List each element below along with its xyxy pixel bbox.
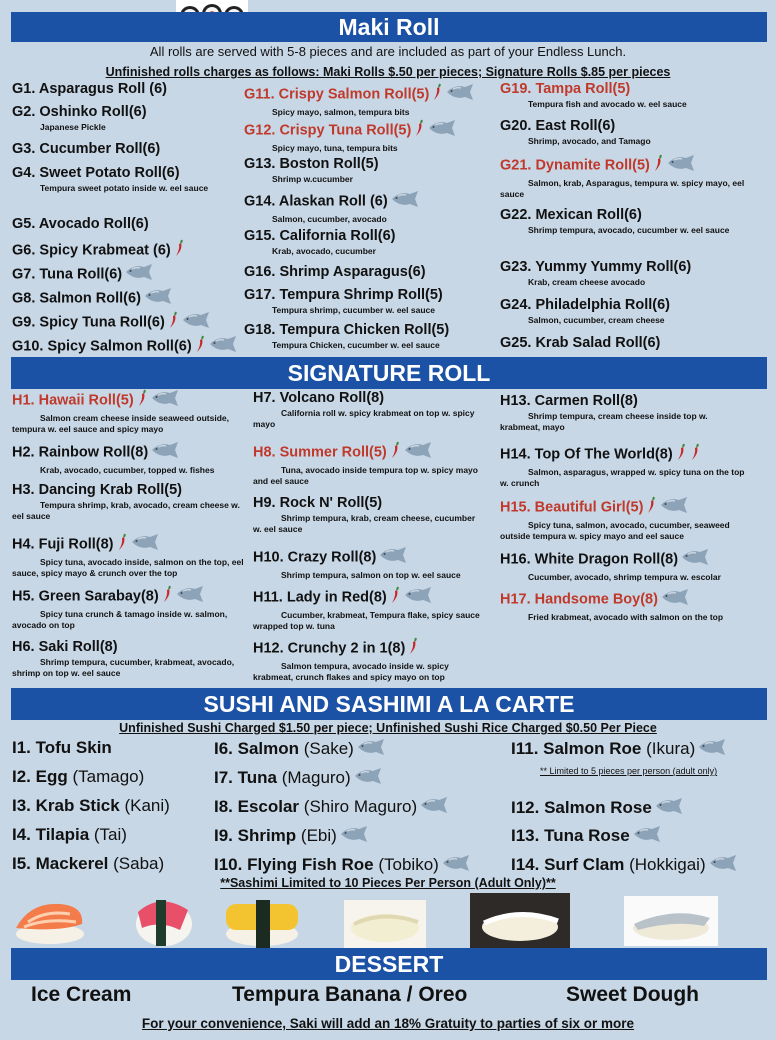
sushi-item-name: I4. Tilapia bbox=[12, 825, 90, 844]
menu-item bbox=[500, 392, 750, 433]
menu-item-name: G2. Oshinko Roll(6) bbox=[12, 104, 147, 120]
dessert-item-sweet-dough: Sweet Dough bbox=[566, 983, 700, 1006]
menu-item-name: G20. East Roll(6) bbox=[500, 118, 616, 134]
menu-item-name: G5. Avocado Roll(6) bbox=[12, 216, 149, 232]
fish-icon bbox=[130, 533, 160, 556]
menu-item-name: G25. Krab Salad Roll(6) bbox=[500, 335, 661, 351]
menu-item bbox=[500, 206, 748, 236]
fish-icon bbox=[632, 825, 662, 848]
menu-item-description: Spicy tuna, avocado inside, salmon on the top, eel sauce, spicy mayo & crunch over the top bbox=[12, 557, 244, 578]
sushi-item bbox=[214, 767, 383, 790]
sushi-item-japanese-name: (Tamago) bbox=[67, 767, 145, 786]
chili-pepper-icon bbox=[407, 637, 419, 660]
menu-item-name: G21. Dynamite Roll(5) bbox=[500, 157, 650, 174]
sushi-item-name: I11. Salmon Roe bbox=[511, 738, 642, 758]
menu-item bbox=[253, 494, 483, 535]
chili-pepper-icon bbox=[689, 443, 701, 466]
menu-item bbox=[12, 239, 242, 262]
menu-item-name: G1. Asparagus Roll (6) bbox=[12, 81, 167, 97]
menu-item-description: Spicy mayo, salmon, tempura bits bbox=[272, 107, 410, 117]
sushi-item-name: I14. Surf Clam bbox=[511, 854, 625, 874]
dessert-item-ice-cream: Ice Cream bbox=[31, 983, 132, 1006]
menu-item-description: Tempura shrimp, cucumber w. eel sauce bbox=[272, 305, 435, 315]
menu-item bbox=[500, 588, 750, 623]
sushi-item bbox=[214, 854, 471, 877]
menu-item bbox=[253, 586, 483, 632]
menu-item bbox=[500, 496, 750, 542]
menu-item-description: Tempura shrimp, krab, avocado, cream cheese w. eel sauce bbox=[12, 500, 240, 521]
menu-item-name: H9. Rock N' Roll(5) bbox=[253, 495, 383, 511]
sushi-item-japanese-name: (Kani) bbox=[119, 796, 170, 815]
menu-item bbox=[12, 103, 242, 133]
sushi-item-name: I1. Tofu Skin bbox=[12, 738, 112, 757]
menu-item-description: Cucumber, krabmeat, Tempura flake, spicy sauce wrapped top w. tuna bbox=[253, 610, 480, 631]
sushi-item bbox=[12, 825, 127, 845]
menu-item bbox=[500, 296, 748, 326]
menu-item bbox=[500, 548, 750, 583]
sushi-item-japanese-name: (Tobiko) bbox=[373, 854, 439, 874]
fish-icon bbox=[427, 119, 457, 142]
menu-item bbox=[12, 638, 244, 679]
menu-item-description: Shrimp tempura, avocado, cucumber w. eel sauce bbox=[528, 225, 730, 235]
fish-icon bbox=[666, 154, 696, 177]
menu-item-description: Fried krabmeat, avocado with salmon on the top bbox=[528, 612, 724, 622]
fish-icon bbox=[353, 767, 383, 790]
menu-item-description: Shrimp tempura, salmon on top w. eel sauce bbox=[281, 570, 461, 580]
menu-item-description: Shrimp tempura, cucumber, krabmeat, avocado, shrimp on top w. eel sauce bbox=[12, 657, 235, 678]
sushi-item-japanese-name: (Tai) bbox=[89, 825, 127, 844]
menu-item bbox=[12, 533, 244, 579]
maki-roll-title: Maki Roll bbox=[338, 14, 440, 40]
menu-item bbox=[253, 389, 483, 430]
fish-icon bbox=[654, 797, 684, 820]
menu-item-description: Shrimp, avocado, and Tamago bbox=[528, 136, 651, 146]
sushi-item-name: I12. Salmon Rose bbox=[511, 797, 652, 817]
sushi-item bbox=[511, 825, 662, 848]
fish-icon bbox=[356, 738, 386, 761]
menu-item-name: H7. Volcano Roll(8) bbox=[253, 390, 385, 406]
menu-item-description: Krab, avocado, cucumber, topped w. fishes bbox=[40, 465, 215, 475]
fish-icon bbox=[419, 796, 449, 819]
menu-item-name: G17. Tempura Shrimp Roll(5) bbox=[244, 287, 443, 303]
fish-icon bbox=[445, 83, 475, 106]
menu-item bbox=[253, 637, 483, 683]
sushi-item bbox=[511, 854, 738, 877]
menu-item-name: G11. Crispy Salmon Roll(5) bbox=[244, 86, 430, 103]
salmon-nigiri-image bbox=[10, 896, 88, 948]
menu-item bbox=[12, 287, 242, 310]
chili-pepper-icon bbox=[389, 586, 401, 609]
chili-pepper-icon bbox=[652, 154, 664, 177]
sushi-item bbox=[12, 738, 112, 758]
sushi-item-name: I13. Tuna Rose bbox=[511, 825, 630, 845]
menu-item-name: H4. Fuji Roll(8) bbox=[12, 536, 114, 553]
menu-item bbox=[244, 227, 494, 257]
menu-item bbox=[12, 311, 242, 334]
menu-item-name: G8. Salmon Roll(6) bbox=[12, 290, 141, 307]
menu-item-description: Salmon, cucumber, avocado bbox=[272, 214, 387, 224]
fish-icon bbox=[124, 263, 154, 286]
menu-item-name: G15. California Roll(6) bbox=[244, 228, 396, 244]
menu-item-description: Krab, avocado, cucumber bbox=[272, 246, 376, 256]
chili-pepper-icon bbox=[194, 335, 206, 358]
menu-item-name: G18. Tempura Chicken Roll(5) bbox=[244, 322, 450, 338]
menu-item bbox=[244, 83, 494, 118]
fish-icon bbox=[175, 585, 205, 608]
menu-item bbox=[500, 117, 748, 147]
menu-item-name: G12. Crispy Tuna Roll(5) bbox=[244, 122, 412, 139]
menu-item bbox=[253, 441, 483, 487]
chili-pepper-icon bbox=[645, 496, 657, 519]
chili-pepper-icon bbox=[173, 239, 185, 262]
menu-item-name: H15. Beautiful Girl(5) bbox=[500, 499, 644, 516]
menu-item bbox=[12, 441, 244, 476]
menu-item-name: G14. Alaskan Roll (6) bbox=[244, 193, 388, 210]
menu-item-description: Spicy mayo, tuna, tempura bits bbox=[272, 143, 398, 153]
menu-item bbox=[12, 335, 242, 358]
maki-roll-banner bbox=[11, 12, 767, 42]
menu-item-description: Shrimp w.cucumber bbox=[272, 174, 353, 184]
menu-item-name: H11. Lady in Red(8) bbox=[253, 589, 387, 606]
menu-item bbox=[244, 286, 494, 316]
menu-item bbox=[12, 585, 244, 631]
menu-item bbox=[500, 443, 750, 489]
sushi-item-name: I10. Flying Fish Roe bbox=[214, 854, 374, 874]
menu-item-name: H12. Crunchy 2 in 1(8) bbox=[253, 640, 406, 657]
menu-item bbox=[244, 321, 494, 351]
menu-item-name: H17. Handsome Boy(8) bbox=[500, 591, 658, 608]
menu-item-name: G23. Yummy Yummy Roll(6) bbox=[500, 259, 692, 275]
menu-item-description: Krab, cream cheese avocado bbox=[528, 277, 646, 287]
sushi-item bbox=[12, 767, 144, 787]
menu-item bbox=[12, 215, 242, 233]
menu-item-description: Salmon, krab, Asparagus, tempura w. spicy mayo, eel sauce bbox=[500, 178, 745, 199]
menu-item-description: Salmon, cucumber, cream cheese bbox=[528, 315, 665, 325]
ikura-note: ** Limited to 5 pieces per person (adult only) bbox=[540, 766, 718, 776]
mackerel-sushi-photo bbox=[624, 896, 718, 946]
menu-item-name: G9. Spicy Tuna Roll(6) bbox=[12, 314, 165, 331]
sushi-item bbox=[12, 854, 164, 874]
menu-item-description: Tempura fish and avocado w. eel sauce bbox=[528, 99, 687, 109]
sushi-item-name: I6. Salmon bbox=[214, 738, 300, 758]
menu-item-name: G19. Tampa Roll(5) bbox=[500, 81, 631, 97]
menu-item-name: G7. Tuna Roll(6) bbox=[12, 266, 123, 283]
sushi-item-japanese-name: (Shiro Maguro) bbox=[299, 796, 418, 816]
sushi-item bbox=[511, 797, 684, 820]
menu-item bbox=[500, 334, 748, 352]
tuna-nigiri-image bbox=[130, 890, 196, 950]
sushi-item-name: I8. Escolar bbox=[214, 796, 300, 816]
sushi-item bbox=[12, 796, 170, 816]
fish-icon bbox=[659, 496, 689, 519]
menu-item-name: H13. Carmen Roll(8) bbox=[500, 393, 638, 409]
menu-item bbox=[500, 154, 748, 200]
menu-item bbox=[500, 80, 748, 110]
sashimi-note: **Sashimi Limited to 10 Pieces Per Person (Adult Only)** bbox=[220, 876, 556, 890]
chili-pepper-icon bbox=[161, 585, 173, 608]
maki-charges: Unfinished rolls charges as follows: Maki Rolls $.50 per pieces; Signature Rolls $.85 per pieces bbox=[105, 65, 671, 79]
menu-item bbox=[244, 155, 494, 185]
sushi-item bbox=[214, 796, 449, 819]
sushi-banner bbox=[11, 688, 767, 720]
sushi-item-japanese-name: (Hokkigai) bbox=[624, 854, 706, 874]
sushi-item-name: I2. Egg bbox=[12, 767, 68, 786]
menu-item-description: Spicy tuna crunch & tamago inside w. salmon, avocado on top bbox=[12, 609, 228, 630]
dessert-item-tempura-banana: Tempura Banana / Oreo bbox=[232, 983, 468, 1006]
menu-item bbox=[253, 546, 483, 581]
fish-icon bbox=[680, 548, 710, 571]
chili-pepper-icon bbox=[675, 443, 687, 466]
chili-pepper-icon bbox=[431, 83, 443, 106]
fish-icon bbox=[697, 738, 727, 761]
sushi-item bbox=[214, 738, 386, 761]
fish-icon bbox=[181, 311, 211, 334]
menu-item bbox=[12, 263, 242, 286]
sushi-charges: Unfinished Sushi Charged $1.50 per piece; Unfinished Sushi Rice Charged $0.50 Per Piece bbox=[119, 721, 657, 735]
menu-item-name: H16. White Dragon Roll(8) bbox=[500, 551, 679, 568]
menu-item-name: G6. Spicy Krabmeat (6) bbox=[12, 242, 171, 259]
menu-item bbox=[500, 258, 748, 288]
menu-item-description: Salmon cream cheese inside seaweed outside, tempura w. eel sauce and spicy mayo bbox=[12, 413, 229, 434]
menu-item-name: H8. Summer Roll(5) bbox=[253, 444, 387, 461]
menu-item-description: Salmon, asparagus, wrapped w. spicy tuna on the top w. crunch bbox=[500, 467, 745, 488]
fish-icon bbox=[150, 389, 180, 412]
fish-icon bbox=[143, 287, 173, 310]
menu-item-name: G16. Shrimp Asparagus(6) bbox=[244, 264, 426, 280]
menu-item bbox=[244, 263, 494, 281]
fish-icon bbox=[339, 825, 369, 848]
gratuity-footer: For your convenience, Saki will add an 18% Gratuity to parties of six or more bbox=[141, 1016, 635, 1031]
surf-clam-sushi-photo bbox=[470, 893, 570, 949]
fish-icon bbox=[403, 441, 433, 464]
chili-pepper-icon bbox=[389, 441, 401, 464]
sushi-title: SUSHI AND SASHIMI A LA CARTE bbox=[203, 691, 575, 717]
menu-item bbox=[12, 80, 242, 98]
menu-item-name: H6. Saki Roll(8) bbox=[12, 639, 118, 655]
menu-item-name: H10. Crazy Roll(8) bbox=[253, 549, 377, 566]
sushi-item-name: I5. Mackerel bbox=[12, 854, 109, 873]
fish-icon bbox=[708, 854, 738, 877]
menu-item-description: Shrimp tempura, krab, cream cheese, cucumber w. eel sauce bbox=[253, 513, 476, 534]
fish-icon bbox=[208, 335, 238, 358]
menu-item-description: Spicy tuna, salmon, avocado, cucumber, seaweed outside tempura w. spicy mayo and eel sauce bbox=[500, 520, 730, 541]
menu-item-name: G24. Philadelphia Roll(6) bbox=[500, 297, 671, 313]
fish-icon bbox=[441, 854, 471, 877]
menu-item-name: H5. Green Sarabay(8) bbox=[12, 588, 159, 605]
menu-item bbox=[12, 481, 244, 522]
sushi-item-japanese-name: (Ikura) bbox=[641, 738, 696, 758]
sushi-item-japanese-name: (Maguro) bbox=[276, 767, 351, 787]
maki-subtitle: All rolls are served with 5-8 pieces and are included as part of your Endless Lunch. bbox=[149, 44, 627, 59]
fish-icon bbox=[390, 190, 420, 213]
menu-item-name: H1. Hawaii Roll(5) bbox=[12, 392, 134, 409]
sushi-item bbox=[511, 738, 727, 761]
menu-item-description: California roll w. spicy krabmeat on top w. spicy mayo bbox=[253, 408, 475, 429]
menu-item bbox=[244, 190, 494, 225]
fish-icon bbox=[403, 586, 433, 609]
signature-roll-banner bbox=[11, 357, 767, 389]
menu-item-name: H2. Rainbow Roll(8) bbox=[12, 444, 149, 461]
sushi-item-name: I7. Tuna bbox=[214, 767, 277, 787]
fish-icon bbox=[378, 546, 408, 569]
egg-nigiri-image bbox=[220, 894, 304, 950]
sushi-item-name: I9. Shrimp bbox=[214, 825, 297, 845]
chili-pepper-icon bbox=[167, 311, 179, 334]
fish-icon bbox=[150, 441, 180, 464]
escolar-sushi-photo bbox=[344, 900, 426, 950]
sushi-item-japanese-name: (Ebi) bbox=[296, 825, 337, 845]
menu-item-name: H14. Top Of The World(8) bbox=[500, 446, 673, 463]
menu-item bbox=[12, 140, 242, 158]
dessert-title: DESSERT bbox=[334, 951, 444, 977]
menu-item-name: G10. Spicy Salmon Roll(6) bbox=[12, 338, 192, 355]
menu-item bbox=[12, 164, 242, 194]
menu-item-description: Cucumber, avocado, shrimp tempura w. escolar bbox=[528, 572, 721, 582]
sushi-item bbox=[214, 825, 369, 848]
menu-item-description: Tempura sweet potato inside w. eel sauce bbox=[40, 183, 209, 193]
menu-item-description: Tuna, avocado inside tempura top w. spicy mayo and eel sauce bbox=[253, 465, 478, 486]
chili-pepper-icon bbox=[136, 389, 148, 412]
menu-item-name: G3. Cucumber Roll(6) bbox=[12, 141, 161, 157]
menu-item bbox=[12, 389, 244, 435]
menu-item-description: Shrimp tempura, cream cheese inside top w. krabmeat, mayo bbox=[500, 411, 708, 432]
chili-pepper-icon bbox=[413, 119, 425, 142]
chili-pepper-icon bbox=[116, 533, 128, 556]
menu-item-name: G22. Mexican Roll(6) bbox=[500, 207, 642, 223]
menu-item-description: Tempura Chicken, cucumber w. eel sauce bbox=[272, 340, 440, 350]
dessert-banner bbox=[11, 948, 767, 980]
sushi-item-japanese-name: (Sake) bbox=[299, 738, 354, 758]
menu-item bbox=[244, 119, 494, 154]
menu-item-description: Japanese Pickle bbox=[40, 122, 106, 132]
sushi-item-japanese-name: (Saba) bbox=[108, 854, 165, 873]
menu-item-name: H3. Dancing Krab Roll(5) bbox=[12, 482, 182, 498]
fish-icon bbox=[660, 588, 690, 611]
menu-item-name: G13. Boston Roll(5) bbox=[244, 156, 379, 172]
sushi-item-name: I3. Krab Stick bbox=[12, 796, 120, 815]
signature-roll-title: SIGNATURE ROLL bbox=[287, 360, 491, 386]
menu-item-description: Salmon tempura, avocado inside w. spicy krabmeat, crunch flakes and spicy mayo on top bbox=[253, 661, 449, 682]
menu-item-name: G4. Sweet Potato Roll(6) bbox=[12, 165, 180, 181]
